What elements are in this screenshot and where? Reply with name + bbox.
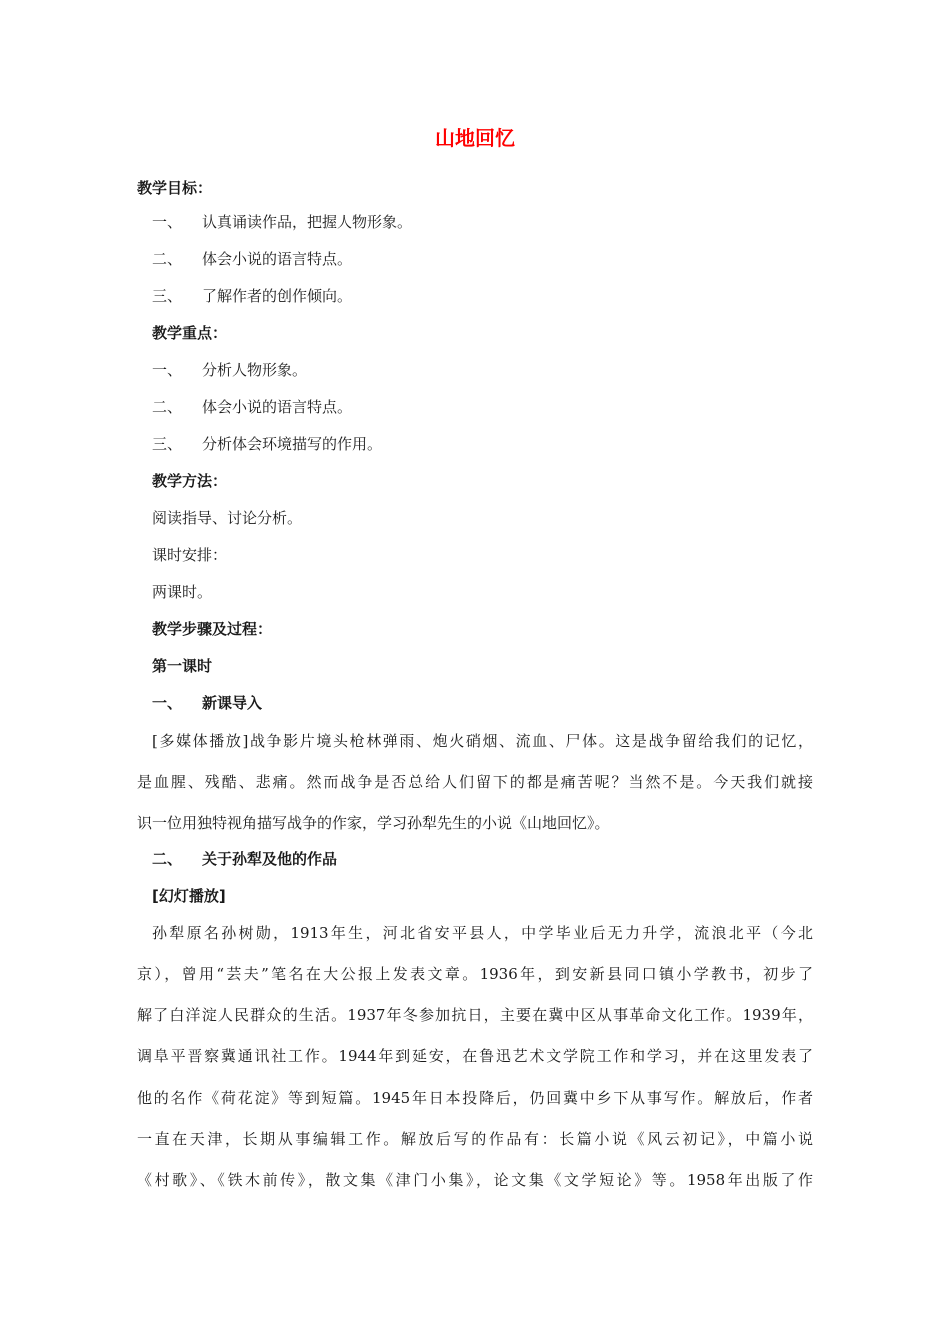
paragraph-line: 是血腥、残酷、悲痛。然而战争是否总给人们留下的都是痛苦呢？当然不是。今天我们就接 <box>137 773 813 791</box>
paragraph-line: 一直在天津，长期从事编辑工作。解放后写的作品有：长篇小说《风云初记》，中篇小说 <box>137 1130 813 1148</box>
focus-item-2-text: 体会小说的语言特点。 <box>202 398 353 416</box>
focus-item-1-text: 分析人物形象。 <box>202 361 308 379</box>
focus-item-2 <box>152 397 352 417</box>
focus-item-2-num: 二、 <box>152 398 183 416</box>
schedule-text: 两课时。 <box>152 583 213 601</box>
paragraph-line: 孙犁原名孙树勋，1913年生，河北省安平县人，中学毕业后无力升学，流浪北平（今北 <box>152 924 813 942</box>
goal-item-1-num: 一、 <box>152 213 183 231</box>
goal-item-1-text: 认真诵读作品，把握人物形象。 <box>202 213 413 231</box>
steps-heading: 教学步骤及过程： <box>152 620 273 638</box>
focus-item-3-num: 三、 <box>152 435 183 453</box>
goal-item-3 <box>152 286 352 306</box>
paragraph-line: 《村歌》、《铁木前传》，散文集《津门小集》，论文集《文学短论》等。1958年出版了作 <box>137 1171 813 1189</box>
methods-heading: 教学方法： <box>152 472 228 490</box>
paragraph-line: 调阜平晋察冀通讯社工作。1944年到延安，在鲁迅艺术文学院工作和学习，并在这里发表了 <box>137 1047 813 1065</box>
section-2-heading <box>152 849 337 869</box>
goals-heading: 教学目标： <box>137 179 213 197</box>
paragraph-line: 解了白洋淀人民群众的生活。1937年冬参加抗日，主要在冀中区从事革命文化工作。1939年， <box>137 1006 813 1024</box>
document-title: 山地回忆 <box>435 126 515 150</box>
goal-item-3-num: 三、 <box>152 287 183 305</box>
slide-label: [幻灯播放] <box>152 887 226 905</box>
paragraph-line: 他的名作《荷花淀》等到短篇。1945年日本投降后，仍回冀中乡下从事写作。解放后，作者 <box>137 1089 813 1107</box>
paragraph-line: 识一位用独特视角描写战争的作家，学习孙犁先生的小说《山地回忆》。 <box>137 814 610 832</box>
focus-item-1 <box>152 360 307 380</box>
focus-item-3 <box>152 434 382 454</box>
paragraph-line: 京），曾用“芸夫”笔名在大公报上发表文章。1936年，到安新县同口镇小学教书，初步了 <box>137 965 813 983</box>
section-1-num: 一、 <box>152 694 183 712</box>
methods-text: 阅读指导、讨论分析。 <box>152 509 303 527</box>
section-2-title: 关于孙犁及他的作品 <box>202 850 338 868</box>
schedule-label: 课时安排： <box>152 546 228 564</box>
goal-item-1 <box>152 212 412 232</box>
goal-item-2-text: 体会小说的语言特点。 <box>202 250 353 268</box>
goal-item-2 <box>152 249 352 269</box>
goal-item-2-num: 二、 <box>152 250 183 268</box>
focus-heading: 教学重点： <box>152 324 228 342</box>
focus-item-1-num: 一、 <box>152 361 183 379</box>
lesson-label: 第一课时 <box>152 657 213 675</box>
section-1-title: 新课导入 <box>202 694 263 712</box>
goal-item-3-text: 了解作者的创作倾向。 <box>202 287 353 305</box>
paragraph-line: [多媒体播放]战争影片境头枪林弹雨、炮火硝烟、流血、尸体。这是战争留给我们的记忆， <box>152 732 813 750</box>
section-1-heading <box>152 693 262 713</box>
focus-item-3-text: 分析体会环境描写的作用。 <box>202 435 383 453</box>
section-2-num: 二、 <box>152 850 183 868</box>
